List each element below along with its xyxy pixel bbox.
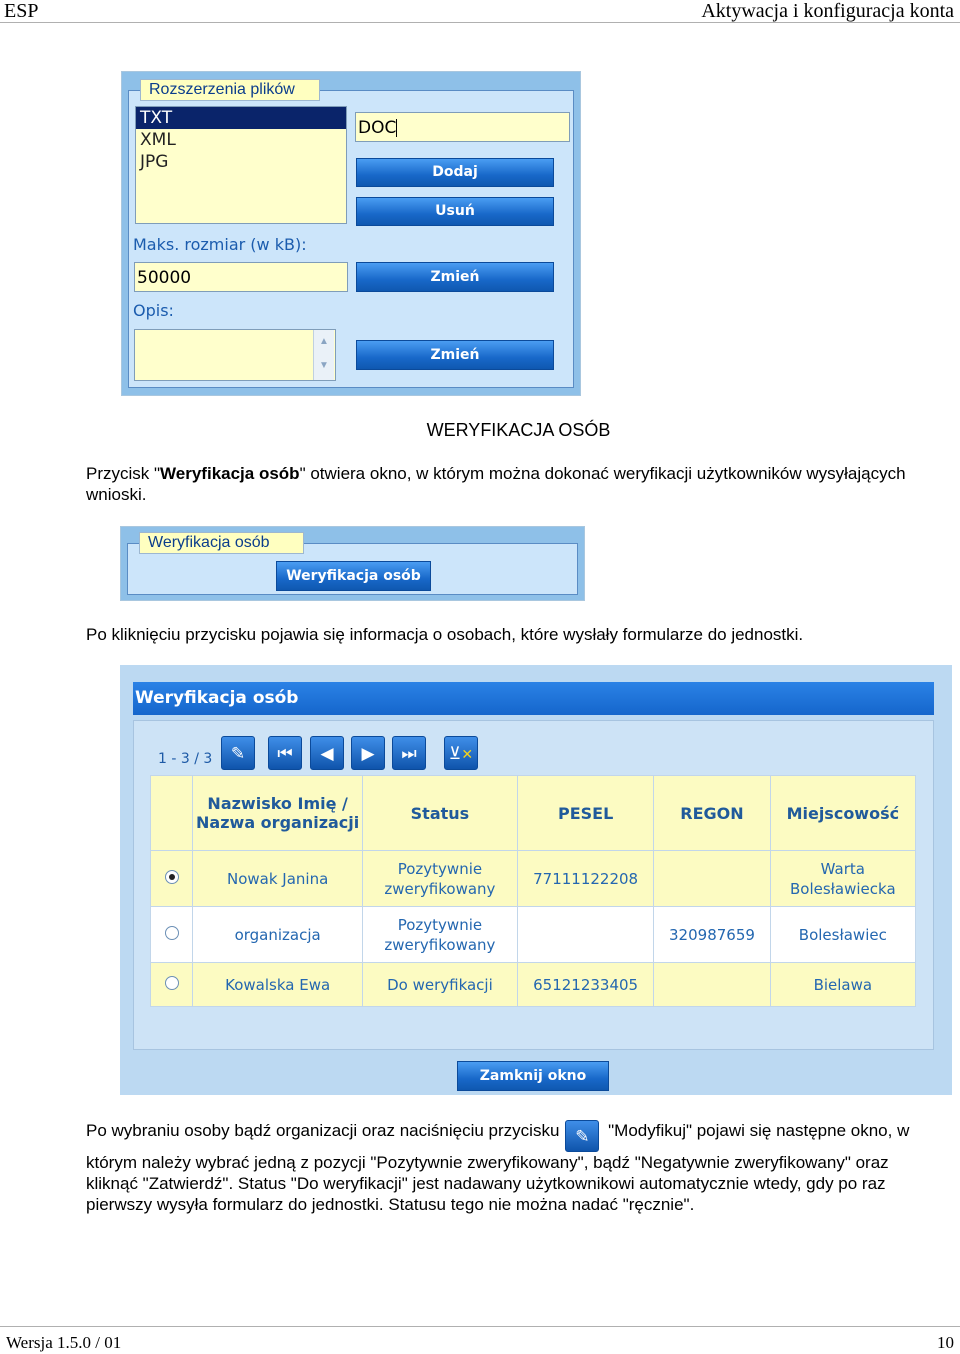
first-page-icon[interactable]: ⏮: [268, 736, 302, 770]
clear-filter-icon[interactable]: ⊻✕: [444, 736, 478, 770]
cell-status: Pozytywnie zweryfikowany: [362, 907, 517, 963]
cell-regon: 320987659: [654, 907, 770, 963]
cell-regon: [654, 851, 770, 907]
prev-page-icon[interactable]: ◀: [310, 736, 344, 770]
description-textarea[interactable]: [134, 329, 336, 381]
list-item[interactable]: JPG: [140, 152, 169, 172]
row-radio[interactable]: [165, 870, 179, 884]
header-left: ESP: [4, 0, 39, 22]
footer-version: Wersja 1.5.0 / 01: [6, 1333, 122, 1352]
footer-divider: [0, 1326, 960, 1327]
change-size-button[interactable]: Zmień: [356, 262, 554, 292]
cell-city: Warta Bolesławiecka: [770, 851, 915, 907]
next-page-icon[interactable]: ▶: [351, 736, 385, 770]
table-row[interactable]: [151, 963, 916, 1007]
row-radio-cell[interactable]: [151, 963, 193, 1007]
cell-name: organizacja: [193, 907, 362, 963]
paragraph-intro: [86, 463, 916, 505]
max-size-label: Maks. rozmiar (w kB):: [133, 235, 307, 254]
edit-icon[interactable]: ✎: [221, 736, 255, 770]
para3-after-icon: "Modyfikuj" pojawi się następne okno, w którym należy wybrać jedną z pozycji "Pozytywnie zweryfikowany", bądź "Negatywnie zweryfikowany" oraz kliknąć "Zatwierdź". Status "Do weryfikacji" jest nadawany użytkownikowi automatycznie wtedy, gdy po raz pierwszy wysyła formularz do jednostki. Statusu tego nie można nadać "ręcznie".: [86, 1121, 910, 1214]
extensions-listbox[interactable]: [135, 106, 347, 224]
table-header-row: [151, 776, 916, 851]
cell-name: Nowak Janina: [193, 851, 362, 907]
column-header-regon[interactable]: REGON: [654, 776, 770, 851]
file-extensions-legend: Rozszerzenia plików: [140, 79, 320, 101]
column-header-city[interactable]: Miejscowość: [770, 776, 915, 851]
persons-table-container: [150, 775, 916, 1007]
header-divider: [0, 22, 960, 23]
row-radio-cell[interactable]: [151, 851, 193, 907]
paragraph-info: Po kliknięciu przycisku pojawia się informacja o osobach, które wysłały formularze do jednostki.: [86, 625, 804, 644]
scroll-up-icon[interactable]: ▲: [319, 336, 329, 347]
last-page-icon[interactable]: ⏭: [392, 736, 426, 770]
add-button[interactable]: Dodaj: [356, 158, 554, 187]
verify-legend: Weryfikacja osób: [139, 532, 304, 554]
para1-after: " otwiera okno, w którym można dokonać weryfikacji użytkowników wysyłających wnioski.: [86, 464, 906, 504]
row-radio[interactable]: [165, 926, 179, 940]
row-radio-cell[interactable]: [151, 907, 193, 963]
description-scrollbar[interactable]: [313, 330, 334, 380]
cell-city: Bolesławiec: [770, 907, 915, 963]
cell-city: Bielawa: [770, 963, 915, 1007]
change-description-button[interactable]: Zmień: [356, 340, 554, 370]
cell-pesel: 77111122208: [517, 851, 653, 907]
para1-bold: Weryfikacja osób: [160, 464, 300, 483]
max-size-input[interactable]: 50000: [134, 262, 348, 292]
extension-input-value: DOC: [358, 118, 397, 138]
text-cursor: [396, 119, 397, 137]
page-number: 10: [937, 1333, 954, 1352]
file-extensions-panel: [121, 71, 581, 396]
pager-text: 1 - 3 / 3: [158, 751, 213, 767]
edit-icon: ✎: [565, 1120, 599, 1152]
extension-input[interactable]: [355, 112, 570, 142]
cell-regon: [654, 963, 770, 1007]
cell-name: Kowalska Ewa: [193, 963, 362, 1007]
persons-table: [150, 775, 916, 1007]
table-row[interactable]: [151, 851, 916, 907]
column-header-name[interactable]: Nazwisko Imię / Nazwa organizacji: [193, 776, 362, 851]
section-heading: WERYFIKACJA OSÓB: [426, 420, 611, 440]
remove-button[interactable]: Usuń: [356, 197, 554, 226]
table-row[interactable]: [151, 907, 916, 963]
paragraph-modify: [86, 1120, 936, 1215]
verify-persons-button[interactable]: Weryfikacja osób: [276, 561, 431, 591]
cell-status: Pozytywnie zweryfikowany: [362, 851, 517, 907]
window-title: Weryfikacja osób: [133, 682, 934, 715]
row-radio[interactable]: [165, 976, 179, 990]
cell-pesel: [517, 907, 653, 963]
close-window-button[interactable]: Zamknij okno: [457, 1061, 609, 1091]
header-right: Aktywacja i konfiguracja konta: [701, 0, 954, 22]
list-item[interactable]: XML: [140, 130, 176, 150]
column-header-status[interactable]: Status: [362, 776, 517, 851]
verify-panel: [120, 526, 585, 601]
para3-before-icon: Po wybraniu osoby bądź organizacji oraz naciśnięciu przycisku: [86, 1121, 560, 1140]
select-column-header: [151, 776, 193, 851]
cell-status: Do weryfikacji: [362, 963, 517, 1007]
column-header-pesel[interactable]: PESEL: [517, 776, 653, 851]
para1-before: Przycisk ": [86, 464, 161, 483]
list-item[interactable]: TXT: [136, 107, 346, 129]
scroll-down-icon[interactable]: ▼: [319, 360, 329, 371]
cell-pesel: 65121233405: [517, 963, 653, 1007]
description-label: Opis:: [133, 301, 174, 320]
